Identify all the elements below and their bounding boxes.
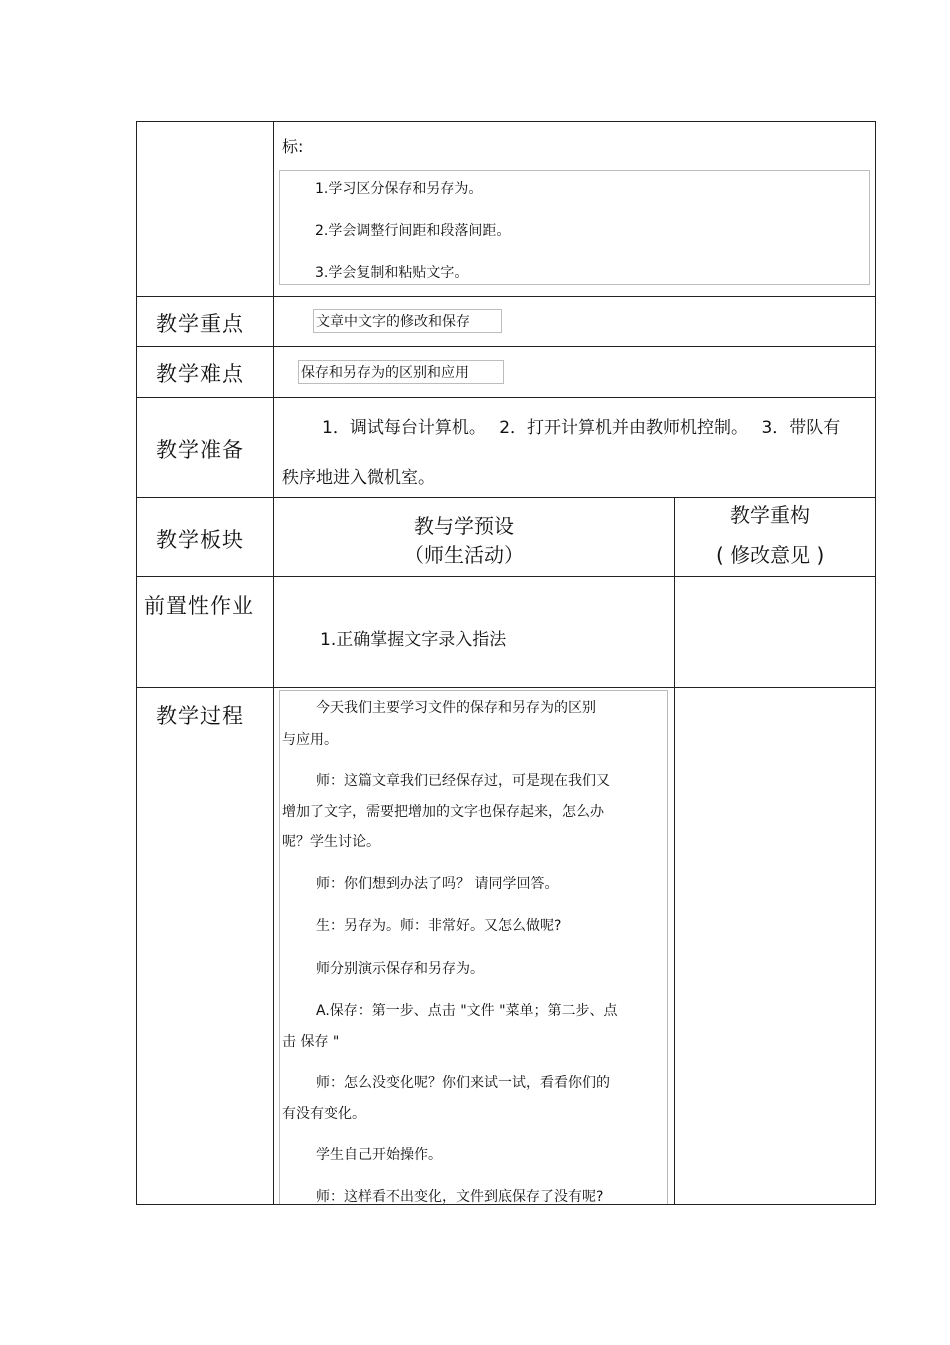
row-divider-3 [136, 397, 876, 398]
process-line: 师：你们想到办法了吗？ 请同学回答。 [316, 876, 559, 892]
process-line: 有没有变化。 [282, 1106, 366, 1122]
rebuild-header-title: 教学重构 [730, 503, 810, 527]
process-box-right-edge [667, 690, 668, 1204]
label-column-divider [273, 121, 274, 1205]
process-line: 今天我们主要学习文件的保存和另存为的区别 [316, 700, 596, 716]
rebuild-header-sub: ( 修改意见 ) [716, 543, 825, 567]
table-top-border [136, 121, 876, 122]
process-line: 师：这样看不出变化，文件到底保存了没有呢? [316, 1189, 604, 1205]
process-line: 学生自己开始操作。 [316, 1147, 442, 1163]
objective-item-2: 2.学会调整行间距和段落间距。 [315, 223, 511, 239]
row-divider-4 [136, 497, 876, 498]
table-right-border [875, 121, 876, 1205]
difficulty-label: 教学难点 [156, 362, 244, 386]
preparation-line-2: 秩序地进入微机室。 [282, 468, 435, 488]
row-divider-1 [136, 296, 876, 297]
rebuild-column-divider [674, 497, 675, 1205]
process-line: 师分别演示保存和另存为。 [316, 961, 484, 977]
preparation-line-1: 1．调试每台计算机。 2．打开计算机并由教师机控制。 3．带队有 [322, 418, 841, 438]
process-line: 师：怎么没变化呢？你们来试一试，看看你们的 [316, 1075, 610, 1091]
homework-content: 1.正确掌握文字录入指法 [320, 630, 507, 650]
preparation-label: 教学准备 [156, 438, 244, 462]
process-box-top-edge [279, 690, 668, 691]
homework-label: 前置性作业 [144, 594, 254, 618]
process-box-left-edge [279, 690, 280, 1204]
row-divider-5 [136, 576, 876, 577]
process-label: 教学过程 [156, 704, 244, 728]
objectives-tail: 标: [282, 137, 304, 156]
module-header: 教学板块 [156, 528, 244, 552]
process-line: 与应用。 [282, 732, 338, 748]
key-point-value: 文章中文字的修改和保存 [316, 314, 470, 330]
process-line: 增加了文字，需要把增加的文字也保存起来，怎么办 [282, 804, 604, 820]
difficulty-value: 保存和另存为的区别和应用 [301, 365, 469, 381]
objective-item-3: 3.学会复制和粘贴文字。 [315, 265, 469, 281]
objective-item-1: 1.学习区分保存和另存为。 [315, 181, 483, 197]
preset-header-sub: （师生活动） [404, 543, 524, 567]
process-line: A.保存：第一步、点击 "文件 "菜单；第二步、点 [316, 1003, 618, 1019]
preset-header-title: 教与学预设 [414, 514, 514, 538]
process-line: 击 保存 " [282, 1034, 340, 1050]
row-divider-2 [136, 346, 876, 347]
process-line: 生：另存为。师：非常好。又怎么做呢? [316, 918, 562, 934]
process-line: 呢？学生讨论。 [282, 834, 380, 850]
key-point-label: 教学重点 [156, 312, 244, 336]
table-left-border [136, 121, 137, 1205]
row-divider-6 [136, 687, 876, 688]
process-line: 师：这篇文章我们已经保存过，可是现在我们又 [316, 773, 610, 789]
